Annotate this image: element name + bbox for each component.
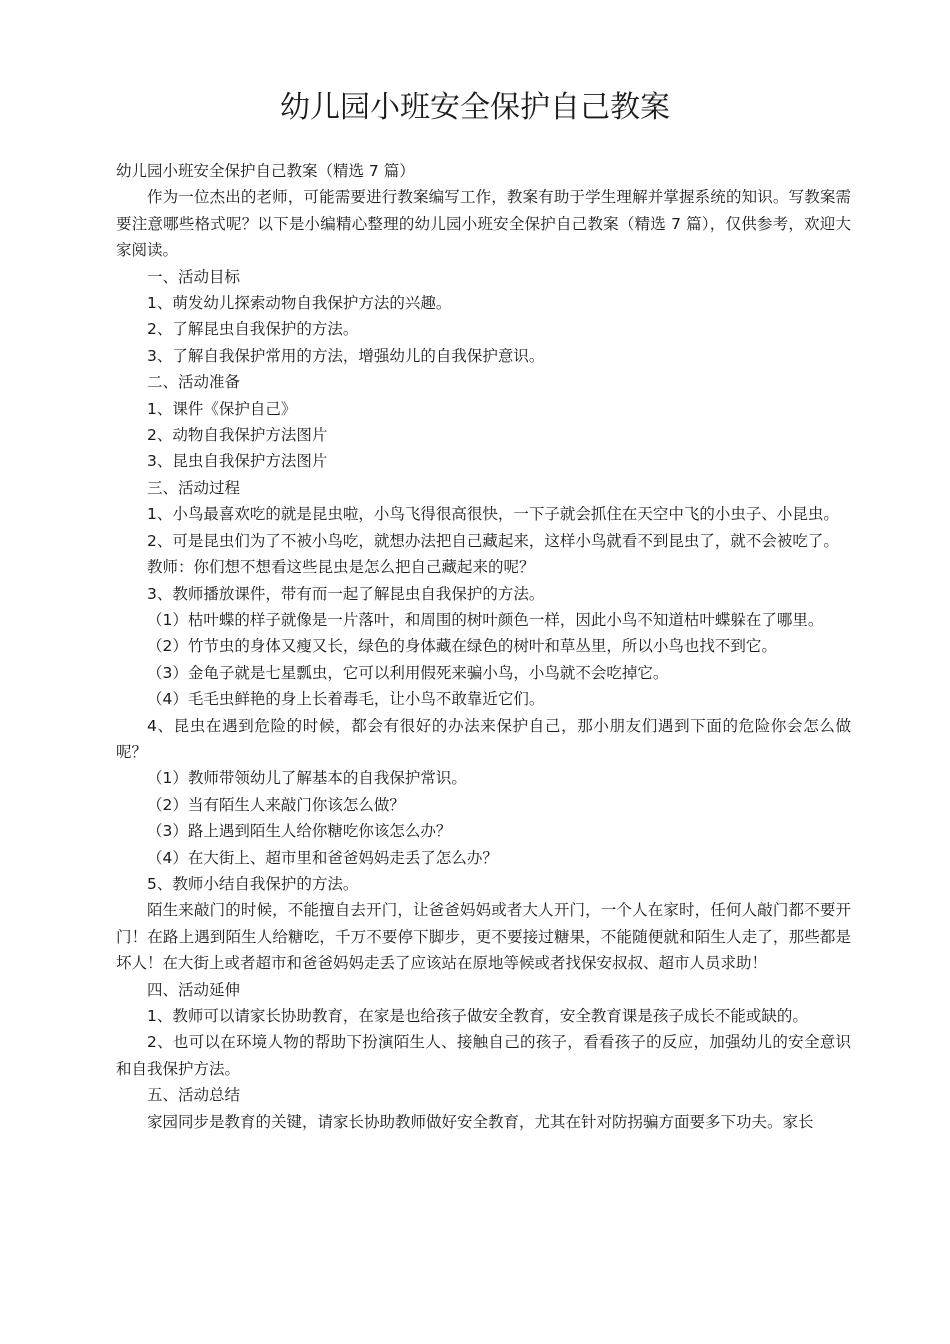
list-item: 3、教师播放课件，带有而一起了解昆虫自我保护的方法。 — [147, 584, 545, 603]
sub-list-item: （4）毛毛虫鲜艳的身上长着毒毛，让小鸟不敢靠近它们。 — [147, 690, 545, 709]
section-heading: 五、活动总结 — [147, 1086, 241, 1105]
sub-list-item: （1）枯叶蝶的样子就像是一片落叶，和周围的树叶颜色一样，因此小鸟不知道枯叶蝶躲在了哪里。 — [147, 610, 824, 629]
list-item: 4、昆虫在遇到危险的时候，都会有很好的办法来保护自己，那小朋友们遇到下面的危险你会怎么做呢？ — [116, 716, 851, 761]
list-item: 2、也可以在环境人物的帮助下扮演陌生人、接触自己的孩子，看看孩子的反应，加强幼儿的安全意识和自我保护方法。 — [116, 1033, 851, 1078]
list-item: 3、昆虫自我保护方法图片 — [147, 452, 328, 471]
list-item: 5、教师小结自我保护的方法。 — [147, 874, 359, 893]
body-paragraph: 家园同步是教育的关键，请家长协助教师做好安全教育，尤其在针对防拐骗方面要多下功夫。家长 — [147, 1112, 814, 1131]
section-heading: 二、活动准备 — [147, 373, 241, 392]
list-item: 3、了解自我保护常用的方法，增强幼儿的自我保护意识。 — [147, 346, 545, 365]
list-item: 2、可是昆虫们为了不被小鸟吃，就想办法把自己藏起来，这样小鸟就看不到昆虫了，就不会被吃了。 — [147, 531, 839, 550]
sub-list-item: （3）金龟子就是七星瓢虫，它可以利用假死来骗小鸟，小鸟就不会吃掉它。 — [147, 663, 669, 682]
document-title: 幼儿园小班安全保护自己教案 — [280, 90, 670, 125]
list-item: 2、动物自我保护方法图片 — [147, 426, 328, 445]
list-item: 2、了解昆虫自我保护的方法。 — [147, 320, 359, 339]
intro-paragraph: 作为一位杰出的老师，可能需要进行教案编写工作，教案有助于学生理解并掌握系统的知识。写教案需要注意哪些格式呢？以下是小编精心整理的幼儿园小班安全保护自己教案（精选 7 篇），仅供参考，欢迎大家阅读。 — [116, 188, 851, 260]
list-item: 1、萌发幼儿探索动物自我保护方法的兴趣。 — [147, 294, 452, 313]
sub-list-item: （3）路上遇到陌生人给你糖吃你该怎么办？ — [147, 822, 452, 841]
list-item: 1、小鸟最喜欢吃的就是昆虫啦，小鸟飞得很高很快，一下子就会抓住在天空中飞的小虫子、小昆虫。 — [147, 505, 839, 524]
sub-list-item: （2）当有陌生人来敲门你该怎么做？ — [147, 795, 405, 814]
document-subtitle: 幼儿园小班安全保护自己教案（精选 7 篇） — [116, 162, 415, 180]
list-item: 1、教师可以请家长协助教育，在家是也给孩子做安全教育，安全教育课是孩子成长不能或缺的。 — [147, 1007, 808, 1025]
section-heading: 三、活动过程 — [147, 478, 241, 497]
section-heading: 四、活动延伸 — [147, 980, 241, 999]
list-item: 1、课件《保护自己》 — [147, 399, 297, 418]
sub-list-item: （1）教师带领幼儿了解基本的自我保护常识。 — [147, 769, 467, 788]
document-body — [116, 158, 851, 1135]
body-paragraph: 教师：你们想不想看这些昆虫是怎么把自己藏起来的呢？ — [147, 558, 535, 577]
sub-list-item: （4）在大街上、超市里和爸爸妈妈走丢了怎么办？ — [147, 848, 498, 867]
section-heading: 一、活动目标 — [147, 267, 241, 286]
sub-list-item: （2）竹节虫的身体又瘦又长，绿色的身体藏在绿色的树叶和草丛里，所以小鸟也找不到它。 — [147, 637, 777, 656]
body-paragraph: 陌生来敲门的时候，不能擅自去开门，让爸爸妈妈或者大人开门，一个人在家时，任何人敲门都不要开门！在路上遇到陌生人给糖吃，千万不要停下脚步，更不要接过糖果，不能随便就和陌生人走了，那些都是坏人！在大街上或者超市和爸爸妈妈走丢了应该站在原地等候或者找保安叔叔、超市人员求助！ — [116, 901, 851, 973]
